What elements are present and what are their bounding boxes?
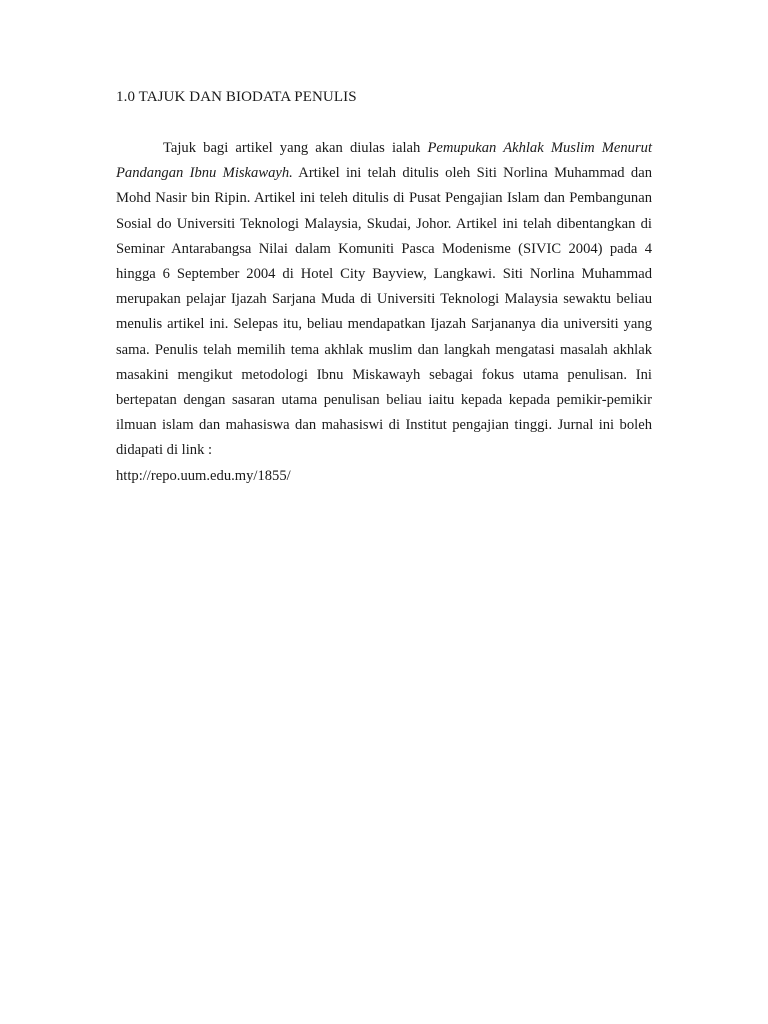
paragraph-body: Artikel ini telah ditulis oleh Siti Norlina Muhammad dan Mohd Nasir bin Ripin. Artikel ini teleh ditulis di Pusat Pengajian Islam dan Pembangunan Sosial do Universiti Teknologi Malaysia, Skudai, Johor. Artikel ini telah dibentangkan di Seminar Antarabangsa Nilai dalam Komuniti Pasca Modenisme (SIVIC 2004) pada 4 hingga 6 September 2004 di Hotel City Bayview, Langkawi. Siti Norlina Muhammad merupakan pelajar Ijazah Sarjana Muda di Universiti Teknologi Malaysia sewaktu beliau menulis artikel ini. Selepas itu, beliau mendapatkan Ijazah Sarjananya dia universiti yang sama. Penulis telah memilih tema akhlak muslim dan langkah mengatasi masalah akhlak masakini mengikut metodologi Ibnu Miskawayh sebagai fokus utama penulisan. Ini bertepatan dengan sasaran utama penulisan beliau iaitu kepada kepada pemikir-pemikir ilmuan islam dan mahasiswa dan mahasiswi di Institut pengajian tinggi. Jurnal ini boleh didapati di link :	[116, 165, 652, 459]
journal-link[interactable]: http://repo.uum.edu.my/1855/	[116, 467, 291, 484]
body-paragraph	[116, 136, 652, 464]
article-title: Pemupukan Akhlak Muslim Menurut Pandangan Ibnu Miskawayh.	[116, 140, 652, 182]
section-heading: 1.0 TAJUK DAN BIODATA PENULIS	[116, 89, 357, 105]
paragraph-intro: Tajuk bagi artikel yang akan diulas ialah	[163, 140, 428, 156]
document-content	[116, 86, 652, 489]
